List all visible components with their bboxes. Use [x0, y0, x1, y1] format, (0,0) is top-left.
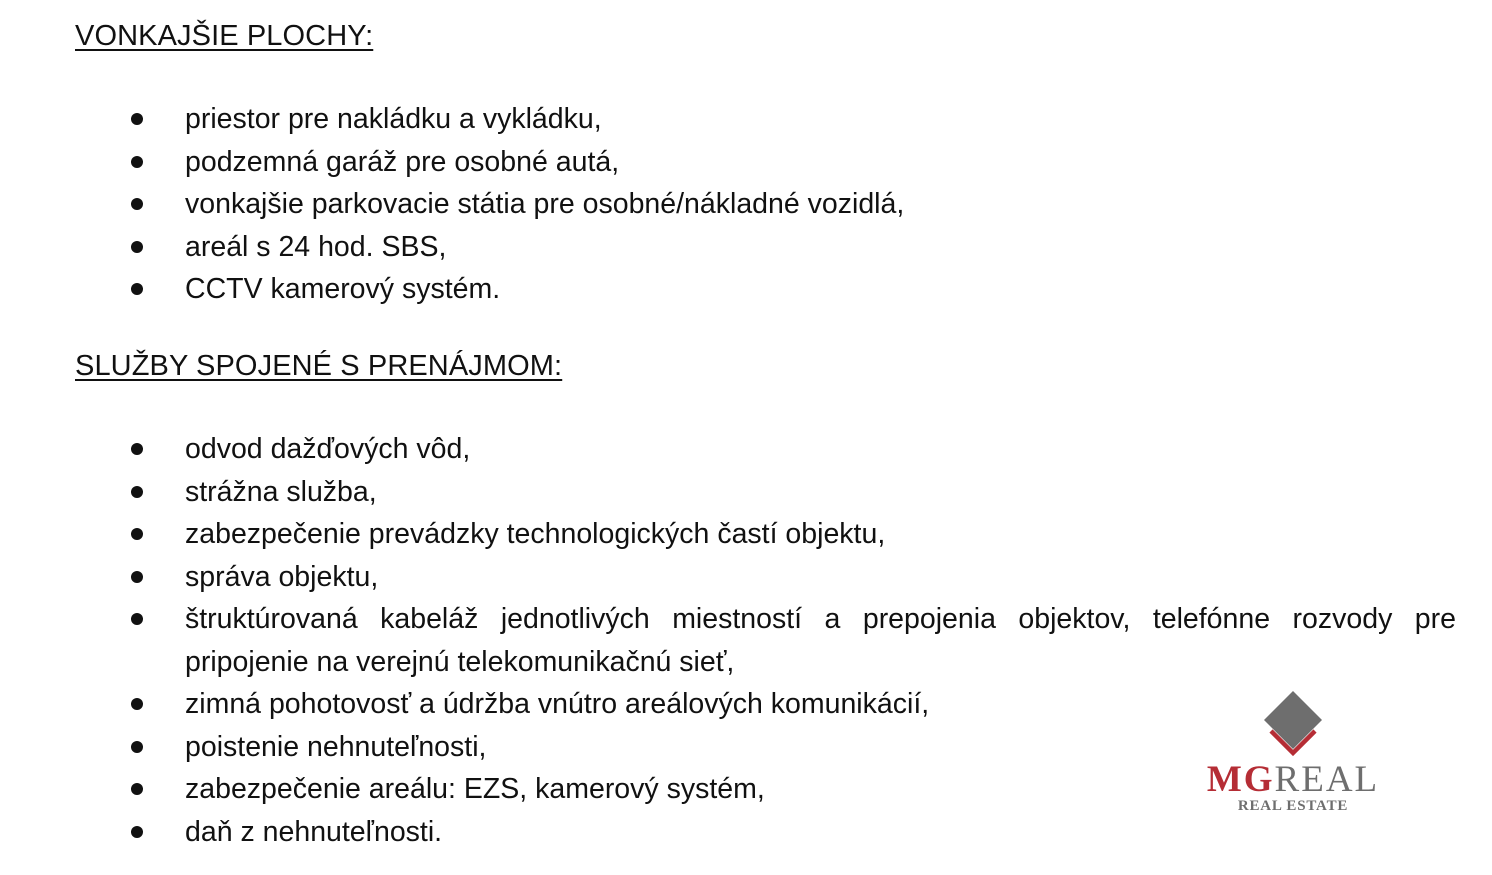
- section-heading-services: SLUŽBY SPOJENÉ S PRENÁJMOM:: [75, 350, 563, 382]
- list-item-text: zabezpečenie prevádzky technologických častí objektu,: [185, 518, 886, 550]
- bullet-icon: [131, 571, 143, 583]
- bullet-icon: [131, 241, 143, 253]
- list-item-text: zabezpečenie areálu: EZS, kamerový systém,: [185, 773, 765, 805]
- bullet-icon: [131, 156, 143, 168]
- list-item-text: areál s 24 hod. SBS,: [185, 230, 447, 263]
- bullet-icon: [131, 283, 143, 295]
- list-item-text: CCTV kamerový systém.: [185, 273, 501, 305]
- list-item-text: podzemná garáž pre osobné autá,: [185, 145, 620, 178]
- logo-wordmark: [1198, 760, 1388, 800]
- list-item: [0, 268, 1492, 311]
- list-item: [0, 141, 1492, 184]
- list-item-text: poistenie nehnuteľnosti,: [185, 730, 487, 763]
- bullet-icon: [131, 741, 143, 753]
- bullet-icon: [131, 698, 143, 710]
- list-item-text: strážna služba,: [185, 475, 377, 508]
- list-item-text: daň z nehnuteľnosti.: [185, 815, 443, 848]
- list-item: [0, 226, 1492, 269]
- logo-subtitle: REAL ESTATE: [1237, 798, 1349, 814]
- list-item-text: odvod dažďových vôd,: [185, 433, 471, 465]
- list-item: [0, 183, 1492, 226]
- list-item-text: zimná pohotovosť a údržba vnútro areálových komunikácií,: [185, 688, 930, 720]
- list-item: [0, 98, 1492, 141]
- bullet-icon: [131, 783, 143, 795]
- bullet-icon: [131, 528, 143, 540]
- list-item-text: štruktúrovaná kabeláž jednotlivých miestností a prepojenia objektov, telefónne rozvody pre pripojenie na verejnú telekomunikačnú sieť,: [185, 603, 1456, 678]
- list-item: [0, 428, 1492, 471]
- list-item: [0, 513, 1492, 556]
- bullet-icon: [131, 613, 143, 625]
- diamond-logo-icon: [1198, 688, 1388, 758]
- logo-name-text: REAL: [1274, 759, 1380, 800]
- logo-mark-text: MG: [1206, 759, 1275, 800]
- section-heading-exterior: VONKAJŠIE PLOCHY:: [75, 20, 374, 52]
- exterior-features-list: [0, 98, 1492, 311]
- list-item: [0, 598, 1492, 683]
- bullet-icon: [131, 486, 143, 498]
- list-item-text: správa objektu,: [185, 560, 379, 593]
- bullet-icon: [131, 826, 143, 838]
- bullet-icon: [131, 198, 143, 210]
- bullet-icon: [131, 113, 143, 125]
- mgreal-logo: [1198, 688, 1388, 818]
- list-item: [0, 556, 1492, 599]
- list-item-text: priestor pre nakládku a vykládku,: [185, 103, 602, 135]
- list-item-text: vonkajšie parkovacie státia pre osobné/nákladné vozidlá,: [185, 188, 905, 220]
- list-item: [0, 471, 1492, 514]
- bullet-icon: [131, 443, 143, 455]
